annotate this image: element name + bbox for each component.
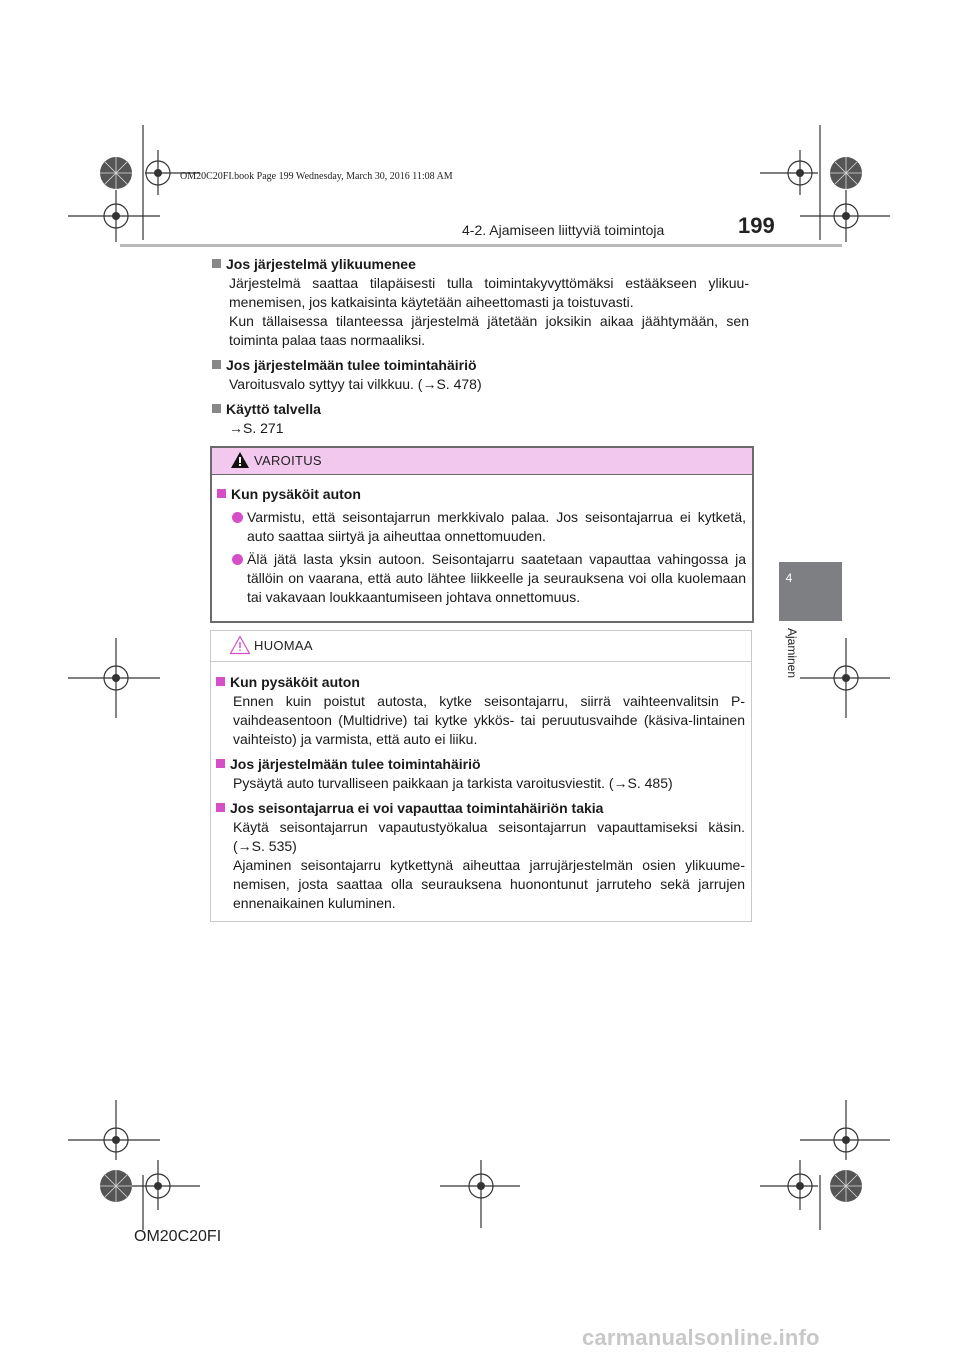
- warning-bullet: Varmistu, että seisontajarrun merkkivalo palaa. Jos seisontajarrua ei kytketä, auto saattaa siirtyä ja aiheuttaa onnettomuuden.: [217, 508, 746, 546]
- warning-header: [212, 448, 752, 475]
- print-info: OM20C20FI.book Page 199 Wednesday, March 30, 2016 11:08 AM: [180, 171, 453, 182]
- section-heading: Käyttö talvella: [212, 400, 749, 419]
- chapter-tab-label-wrap: [784, 628, 804, 708]
- notice-text: Ajaminen seisontajarru kytkettynä aiheuttaa jarrujärjestelmän osien ylikuume-nemisen, josta saattaa olla seurauksena huonontunut jarruteho sekä jarrujen ennenaikainen kuluminen.: [233, 857, 745, 911]
- warning-bullet: Älä jätä lasta yksin autoon. Seisontajarru saatetaan vapauttaa vahingossa ja tällöin on vaarana, että auto lähtee liikkeelle ja seurauksena voi olla kuolemaan tai vakavaan loukkaantumiseen johtava onnettomuus.: [217, 550, 746, 607]
- square-bullet-icon: [212, 259, 221, 268]
- section-text: →S. 271: [229, 420, 284, 436]
- square-bullet-icon: [217, 489, 226, 498]
- round-bullet-icon: [232, 512, 243, 523]
- notice-title: HUOMAA: [254, 638, 313, 653]
- notice-heading: Jos seisontajarrua ei voi vapauttaa toimintahäiriön takia: [216, 799, 745, 818]
- warning-body: [212, 475, 752, 607]
- section-text: Järjestelmä saattaa tilapäisesti tulla toimintakyvyttömäksi estääkseen ylikuu-menemisen, jos katkaisinta käytetään aiheettomasti ja toistuvasti.: [229, 275, 749, 310]
- notice-text: Käytä seisontajarrun vapautustyökalua seisontajarrun vapauttamiseksi käsin. (→S. 535): [233, 819, 745, 854]
- section-heading: Jos järjestelmä ylikuumenee: [212, 255, 749, 274]
- section-text: Varoitusvalo syttyy tai vilkkuu. (→S. 478): [229, 376, 482, 392]
- square-bullet-icon: [212, 404, 221, 413]
- section-text: Kun tällaisessa tilanteessa järjestelmä jätetään joksikin aikaa jäähtymään, sen toiminta palaa taas normaaliksi.: [229, 313, 749, 348]
- warning-heading: Kun pysäköit auton: [217, 485, 746, 504]
- notice-body: [211, 662, 751, 913]
- warning-box: [210, 446, 754, 623]
- section-heading: Jos järjestelmään tulee toimintahäiriö: [212, 356, 749, 375]
- warning-triangle-icon: [230, 451, 250, 469]
- chapter-tab-number: 4: [785, 571, 793, 585]
- notice-text: Pysäytä auto turvalliseen paikkaan ja tarkista varoitusviestit. (→S. 485): [233, 775, 673, 791]
- caution-triangle-icon: [229, 635, 251, 655]
- page-number: 199: [738, 213, 775, 238]
- notice-header: [211, 631, 751, 662]
- notice-text: Ennen kuin poistut autosta, kytke seisontajarru, siirrä vaihteenvalitsin P-vaihdeasentoon (Multidrive) tai kytke ykkös- tai peruutusvaihde (käsiva-lintainen vaihteisto) ja varmista, että auto ei liiku.: [233, 693, 745, 747]
- main-content: [212, 255, 749, 438]
- chapter-tab-label: Ajaminen: [785, 628, 799, 679]
- notice-heading: Jos järjestelmään tulee toimintahäiriö: [216, 755, 745, 774]
- square-bullet-icon: [216, 759, 225, 768]
- watermark: carmanualsonline.info: [582, 1325, 820, 1350]
- round-bullet-icon: [232, 554, 243, 565]
- header-rule: [120, 244, 842, 247]
- notice-heading: Kun pysäköit auton: [216, 673, 745, 692]
- warning-title: VAROITUS: [254, 453, 322, 468]
- footer-manual-code: OM20C20FI: [134, 1228, 222, 1245]
- square-bullet-icon: [212, 360, 221, 369]
- header-section-title: 4-2. Ajamiseen liittyviä toimintoja: [462, 222, 665, 238]
- square-bullet-icon: [216, 677, 225, 686]
- square-bullet-icon: [216, 803, 225, 812]
- notice-box: [210, 630, 752, 922]
